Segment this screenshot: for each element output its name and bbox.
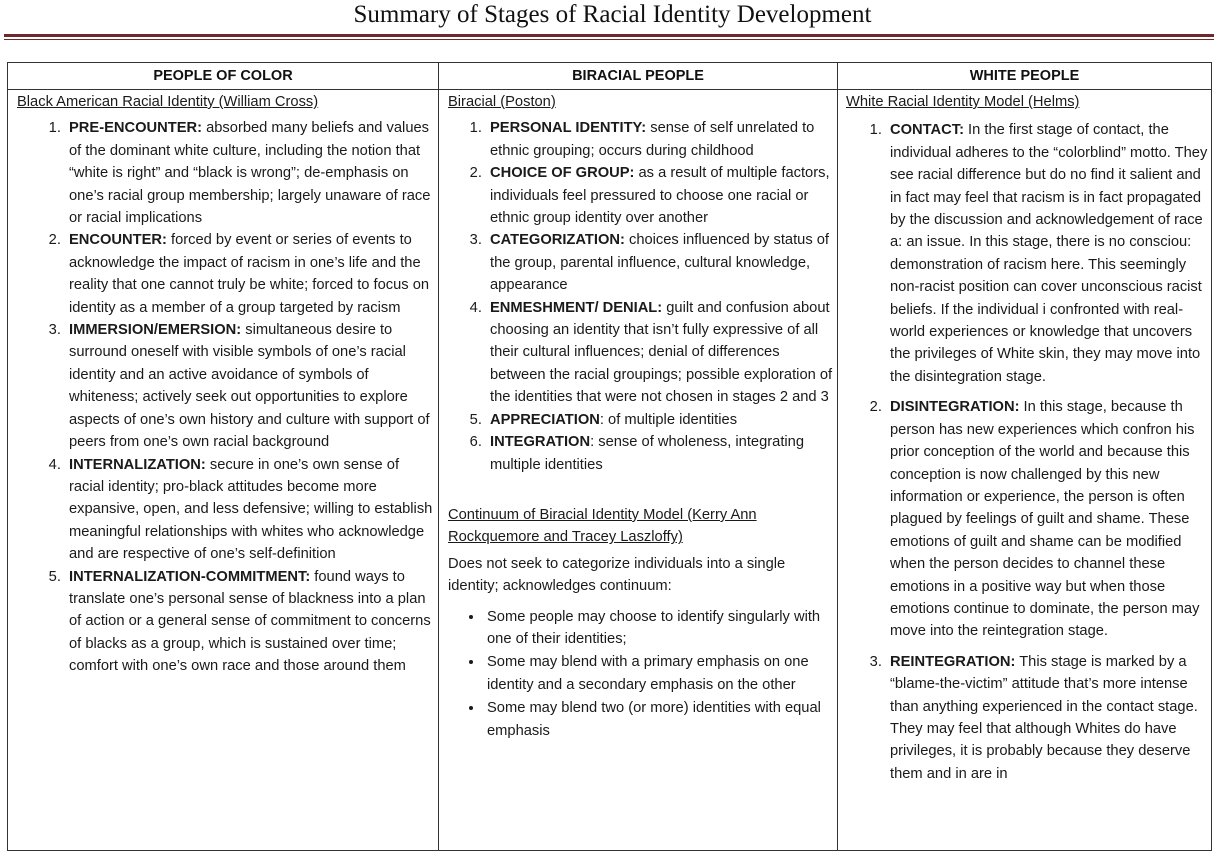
stage-item bbox=[486, 409, 834, 431]
header-people-of-color: PEOPLE OF COLOR bbox=[153, 68, 293, 84]
stage-text: forced by event or series of events to acknowledge the impact of racism in one’s life and the reality that one cannot truly be white; forced to focus on identity as a member of a group targeted by racism bbox=[69, 232, 430, 316]
stage-item bbox=[486, 431, 834, 476]
header-biracial-people: BIRACIAL PEOPLE bbox=[572, 68, 704, 84]
title-rule bbox=[4, 34, 1214, 37]
column-divider bbox=[438, 63, 439, 850]
stage-item bbox=[65, 117, 435, 229]
stage-item bbox=[486, 229, 834, 296]
stage-item bbox=[65, 566, 435, 678]
stage-text: as a result of multiple factors, individuals feel pressured to choose one racial or ethnic group identity over another bbox=[490, 165, 830, 227]
continuum-bullets bbox=[448, 606, 834, 742]
header-white-people: WHITE PEOPLE bbox=[969, 68, 1080, 84]
continuum-bullet: • Some people may choose to identify singularly with one of their identities; bbox=[484, 606, 834, 651]
stage-term: ENMESHMENT/ DENIAL: bbox=[490, 299, 663, 316]
stage-term: INTEGRATION bbox=[490, 434, 591, 451]
stage-text: found ways to translate one’s personal sense of blackness into a plan of action or a general sense of commitment to concerns of blacks as a group, which is sustained over time; comfort with one’s own race and those around them bbox=[69, 568, 431, 675]
stage-term: CHOICE OF GROUP: bbox=[490, 165, 635, 182]
stage-text: : sense of wholeness, integrating multiple identities bbox=[490, 434, 805, 473]
column-white-people bbox=[846, 91, 1210, 851]
stage-term: APPRECIATION bbox=[490, 411, 600, 428]
header-divider bbox=[8, 89, 1211, 90]
continuum-subtitle: Continuum of Biracial Identity Model (Kerry Ann Rockquemore and Tracey Laszloffy) bbox=[448, 506, 757, 546]
title-rule-thin bbox=[4, 39, 1214, 40]
stage-text: choices influenced by status of the group, parental influence, cultural knowledge, appearance bbox=[490, 232, 830, 294]
stage-item bbox=[886, 396, 1210, 642]
stages-table bbox=[7, 62, 1212, 851]
stage-term: CATEGORIZATION: bbox=[490, 232, 625, 249]
model-subtitle: Biracial (Poston) bbox=[448, 94, 556, 110]
stage-item bbox=[65, 454, 435, 566]
stage-item bbox=[486, 117, 834, 162]
stage-list bbox=[448, 117, 834, 476]
stage-text: In this stage, because th person has new experiences which confron his prior conception of the world and because this conception is now challenged by this new information or experience, the person is often plagued by feelings of guilt and shame. These emotions of guilt and shame can be modified when the person decides to channel these emotions in a positive way but when those emotions continue to dominate, the person may move into the reintegration stage. bbox=[890, 399, 1200, 640]
stage-term: IMMERSION/EMERSION: bbox=[69, 322, 242, 339]
stage-item bbox=[65, 319, 435, 453]
stage-term: PRE-ENCOUNTER: bbox=[69, 120, 203, 137]
column-biracial-people bbox=[448, 91, 834, 851]
stage-text: : of multiple identities bbox=[599, 411, 738, 428]
stage-term: REINTEGRATION: bbox=[890, 653, 1016, 670]
stage-term: ENCOUNTER: bbox=[69, 232, 167, 249]
stage-text: sense of self unrelated to ethnic grouping; occurs during childhood bbox=[490, 120, 815, 159]
stage-item bbox=[65, 229, 435, 319]
continuum-description: Does not seek to categorize individuals into a single identity; acknowledges continuum: bbox=[448, 555, 786, 595]
stage-text: guilt and confusion about choosing an identity that isn’t fully expressive of all their cultural influences; denial of differences between the racial groupings; possible exploration of the identities that were not chosen in stages 2 and 3 bbox=[490, 299, 833, 406]
stage-text: absorbed many beliefs and values of the dominant white culture, including the notion that “white is right” and “black is wrong”; de-emphasis on one’s racial group membership; largely unaware of race or racial implications bbox=[69, 120, 431, 227]
page-title: Summary of Stages of Racial Identity Development bbox=[353, 1, 872, 28]
stage-list bbox=[17, 117, 435, 677]
stage-item bbox=[486, 297, 834, 409]
stage-term: CONTACT: bbox=[890, 122, 964, 139]
stage-term: DISINTEGRATION: bbox=[890, 399, 1020, 416]
column-divider bbox=[837, 63, 838, 850]
stage-item bbox=[486, 162, 834, 229]
stage-term: INTERNALIZATION: bbox=[69, 456, 206, 473]
model-subtitle: Black American Racial Identity (William Cross) bbox=[17, 94, 319, 110]
stage-item bbox=[886, 119, 1210, 388]
column-people-of-color bbox=[17, 91, 435, 851]
stage-text: secure in one’s own sense of racial identity; pro-black attitudes become more expansive, open, and less defensive; willing to establish meaningful relationships with whites who acknowledge and are respective of one’s self-definition bbox=[69, 456, 433, 563]
model-subtitle: White Racial Identity Model (Helms) bbox=[846, 94, 1080, 110]
continuum-bullet: • Some may blend two (or more) identities with equal emphasis bbox=[484, 697, 834, 742]
stage-item bbox=[886, 651, 1210, 785]
stage-text: This stage is marked by a “blame-the-victim” attitude that’s more intense than anything experienced in the contact stage. They may feel that although Whites do have privileges, it is probably because they deserve them and in are in bbox=[890, 653, 1198, 782]
stage-text: simultaneous desire to surround oneself with visible symbols of one’s racial identity and an active avoidance of symbols of whiteness; actively seek out opportunities to explore aspects of one’s own history and culture with support of peers from one’s own racial background bbox=[69, 322, 430, 451]
stage-term: PERSONAL IDENTITY: bbox=[490, 120, 647, 137]
stage-list bbox=[846, 119, 1210, 785]
continuum-bullet: • Some may blend with a primary emphasis on one identity and a secondary emphasis on the other bbox=[484, 651, 834, 696]
stage-term: INTERNALIZATION-COMMITMENT: bbox=[69, 568, 311, 585]
stage-text: In the first stage of contact, the individual adheres to the “colorblind” motto. They see racial difference but do no find it salient and in fact may feel that racism is in fact propagated by the discussion and acknowledgement of race a: an issue. In this stage, there is no consciou: demonstration of racism here. This seemingly non-racist position can cover unconscious racist beliefs. If the individual i confronted with real-world experiences or knowledge that uncovers the privileges of White skin, they may move into the disintegration stage. bbox=[890, 122, 1208, 385]
